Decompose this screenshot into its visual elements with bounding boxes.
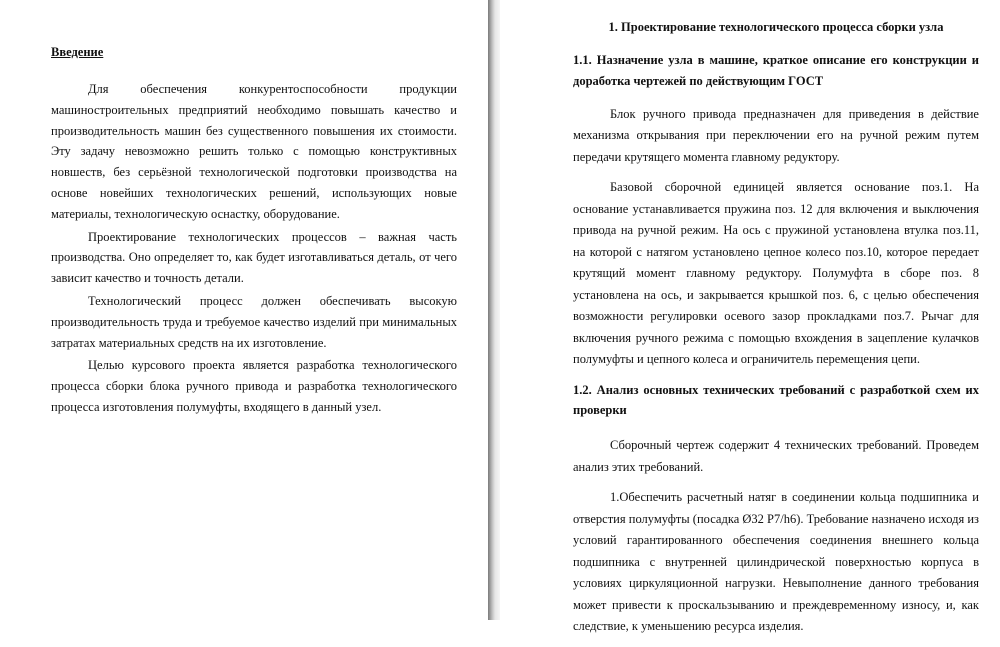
introduction-heading: Введение	[51, 45, 104, 59]
right-page	[500, 0, 1000, 634]
left-page-content	[51, 44, 457, 420]
left-page	[0, 0, 488, 620]
section-1-2-paragraph-1: Сборочный чертеж содержит 4 технических требований. Проведем анализ этих требований.	[573, 438, 979, 474]
intro-paragraph-1: Для обеспечения конкурентоспособности продукции машиностроительных предприятий необходимо повышать качество и производительность машин без существенного повышения их стоимости. Эту задачу невозможно решить только с помощью конструктивных новшеств, без серьёзной технологической подготовки производства на основе новейших технологических решений, использующих новые материалы, технологическую оснастку, оборудование.	[51, 82, 457, 221]
section-1-2-paragraph-2: 1.Обеспечить расчетный натяг в соединении кольца подшипника и отверстия полумуфты (посадка Ø32 P7/h6). Требование назначено исходя из условий гарантированного обеспечения соединения внешнего кольца подшипника с внутренней цилиндрической поверхностью корпуса в условиях циркуляционной нагрузки. Невыполнение данного требования может привести к проскальзыванию и преждевременному износу, и, как следствие, к уменьшению ресурса изделия.	[573, 490, 979, 634]
page-divider	[488, 0, 500, 620]
intro-paragraph-4: Целью курсового проекта является разработка технологического процесса сборки блока ручного привода и разработка технологического процесса изготовления полумуфты, входящего в данный узел.	[51, 358, 457, 414]
intro-paragraph-3: Технологический процесс должен обеспечивать высокую производительность труда и требуемое качество изделий при минимальных затратах материальных средств на их изготовление.	[51, 293, 457, 350]
section-1-1-paragraph-1: Блок ручного привода предназначен для приведения в действие механизма открывания при переключении его на ручной режим путем передачи крутящего момента главному редуктору.	[573, 106, 979, 164]
right-page-content	[573, 19, 979, 647]
section-1-2-title: 1.2. Анализ основных технических требований с разработкой схем их проверки	[573, 382, 979, 418]
chapter-title: 1. Проектирование технологического процесса сборки узла	[608, 20, 944, 34]
section-1-1-title: 1.1. Назначение узла в машине, краткое описание его конструкции и доработка чертежей по действующим ГОСТ	[573, 53, 979, 88]
intro-paragraph-2: Проектирование технологических процессов – важная часть производства. Оно определяет то, как будет изготавливаться деталь, от чего зависит качество и точность детали.	[51, 229, 457, 286]
section-1-1-paragraph-2: Базовой сборочной единицей является основание поз.1. На основание устанавливается пружина поз. 12 для включения и выключения привода на ручной режим. На ось с пружиной установлена втулка поз.11, на которой с натягом установлено цепное колесо поз.10, которое передает крутящий момент главному редуктору. Полумуфта в сборе поз. 8 установлена на ось, и закрывается крышкой поз. 6, с целью обеспечения возможности регулировки осевого зазор прокладками поз.7. Рычаг для включения ручного режима с помощью вхождения в зацепление кулачков полумуфты и цепного колеса и ограничитель перемещения цепи.	[573, 180, 979, 367]
